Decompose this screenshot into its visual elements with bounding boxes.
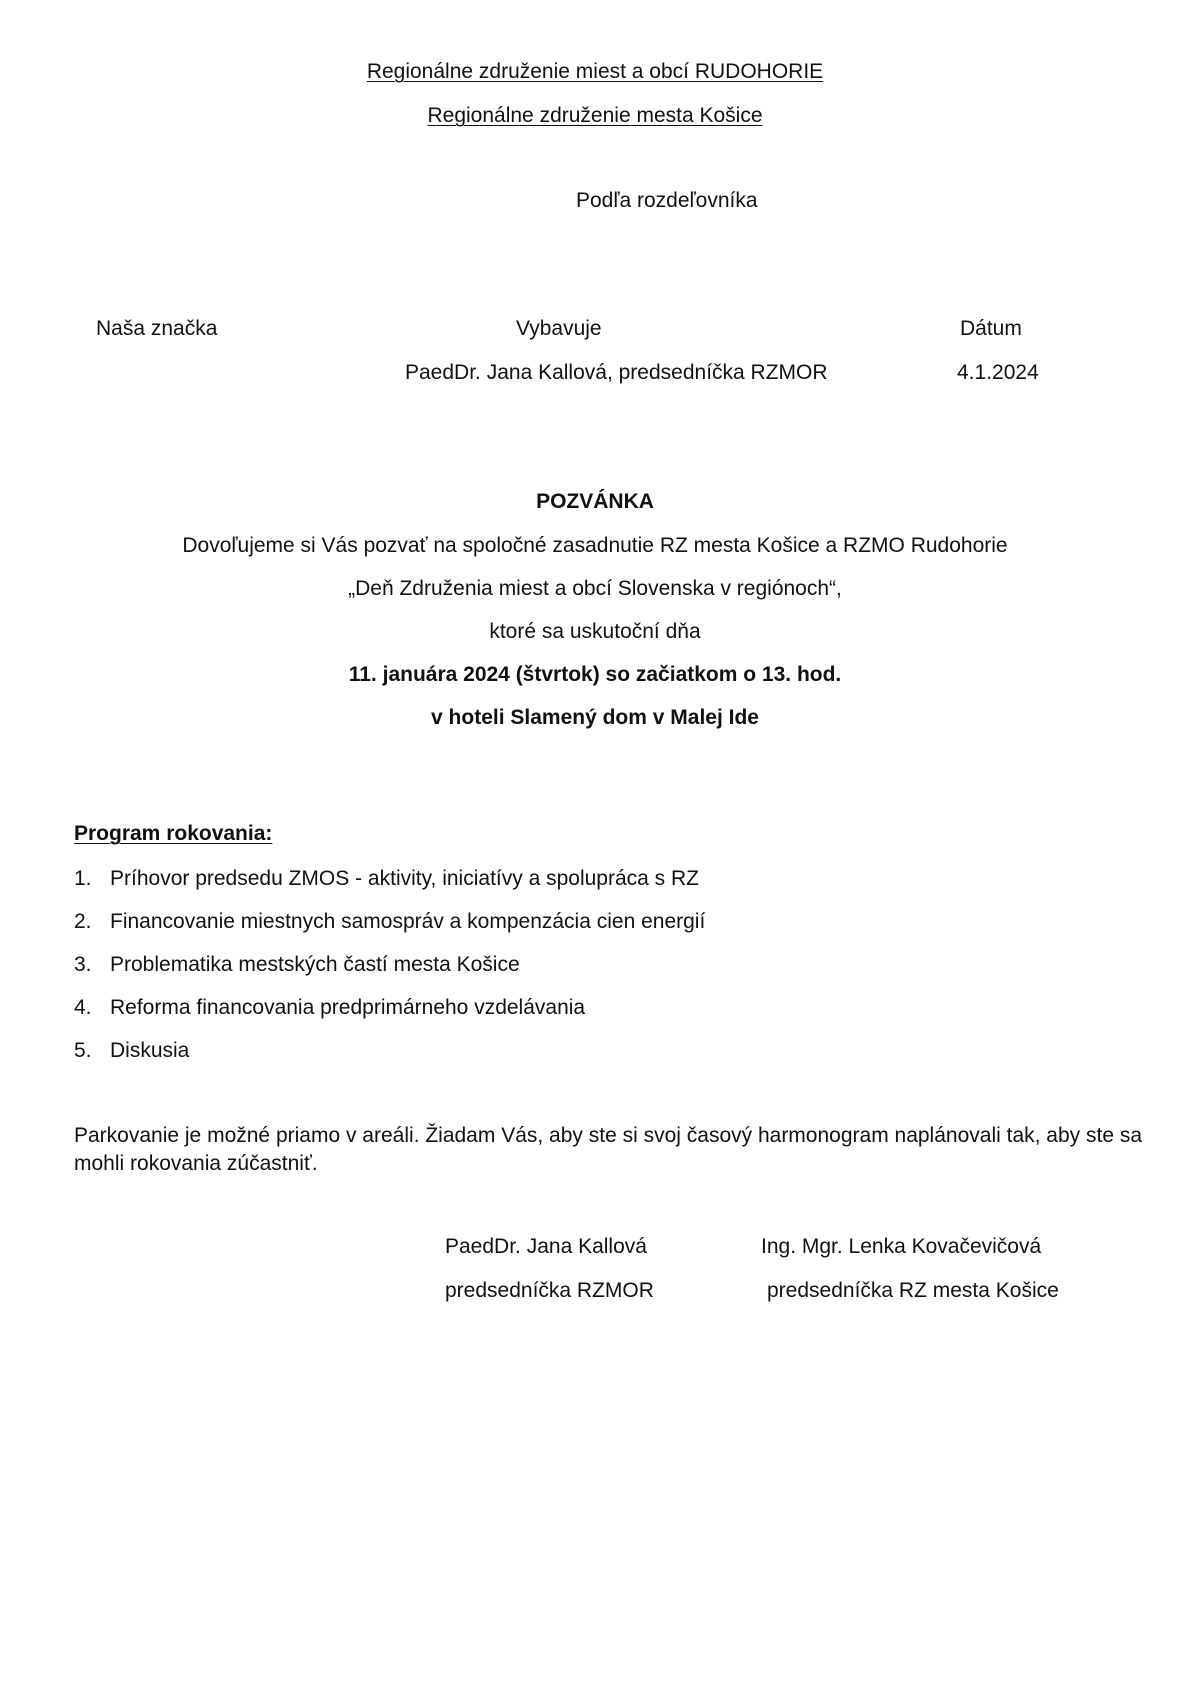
invitation-line-2: „Deň Združenia miest a obcí Slovenska v regiónoch“,: [348, 577, 842, 600]
signature-role-kovacevicova: predsedníčka RZ mesta Košice: [767, 1279, 1059, 1302]
invitation-line-3: ktoré sa uskutoční dňa: [489, 620, 701, 643]
program-item-text: Financovanie miestnych samospráv a kompenzácia cien energií: [110, 910, 706, 933]
program-item-number: 4.: [74, 996, 92, 1019]
organization-name-kosice: Regionálne združenie mesta Košice: [427, 104, 763, 127]
organization-name-rudohorie: Regionálne združenie miest a obcí RUDOHORIE: [366, 60, 824, 83]
meeting-date-time: 11. januára 2024 (štvrtok) so začiatkom o 13. hod.: [348, 663, 842, 686]
program-item-number: 1.: [74, 867, 92, 890]
signature-role-kallova: predsedníčka RZMOR: [445, 1279, 654, 1302]
program-item-number: 3.: [74, 953, 92, 976]
meeting-venue: v hoteli Slamený dom v Malej Ide: [431, 706, 759, 729]
handled-by-label: Vybavuje: [516, 317, 602, 340]
program-item-text: Reforma financovania predprimárneho vzdelávania: [110, 996, 586, 1019]
program-item-text: Diskusia: [110, 1039, 190, 1062]
program-heading: Program rokovania:: [74, 822, 273, 845]
parking-note: Parkovanie je možné priamo v areáli. Žiadam Vás, aby ste si svoj časový harmonogram naplánovali tak, aby ste sa mohli rokovania zúčastniť.: [74, 1124, 1143, 1175]
program-item-number: 5.: [74, 1039, 92, 1062]
signature-name-kallova: PaedDr. Jana Kallová: [445, 1235, 647, 1258]
program-item-text: Problematika mestských častí mesta Košice: [110, 953, 520, 976]
handled-by-value: PaedDr. Jana Kallová, predsedníčka RZMOR: [405, 361, 828, 384]
program-item-text: Príhovor predsedu ZMOS - aktivity, iniciatívy a spolupráca s RZ: [110, 867, 699, 890]
invitation-title: POZVÁNKA: [536, 490, 654, 513]
signature-name-kovacevicova: Ing. Mgr. Lenka Kovačevičová: [761, 1235, 1042, 1258]
program-item-number: 2.: [74, 910, 92, 933]
date-label: Dátum: [960, 317, 1022, 340]
distribution-note: Podľa rozdeľovníka: [576, 189, 758, 212]
invitation-line-1: Dovoľujeme si Vás pozvať na spoločné zasadnutie RZ mesta Košice a RZMO Rudohorie: [182, 534, 1008, 557]
our-reference-label: Naša značka: [96, 317, 218, 340]
date-value: 4.1.2024: [957, 361, 1039, 384]
